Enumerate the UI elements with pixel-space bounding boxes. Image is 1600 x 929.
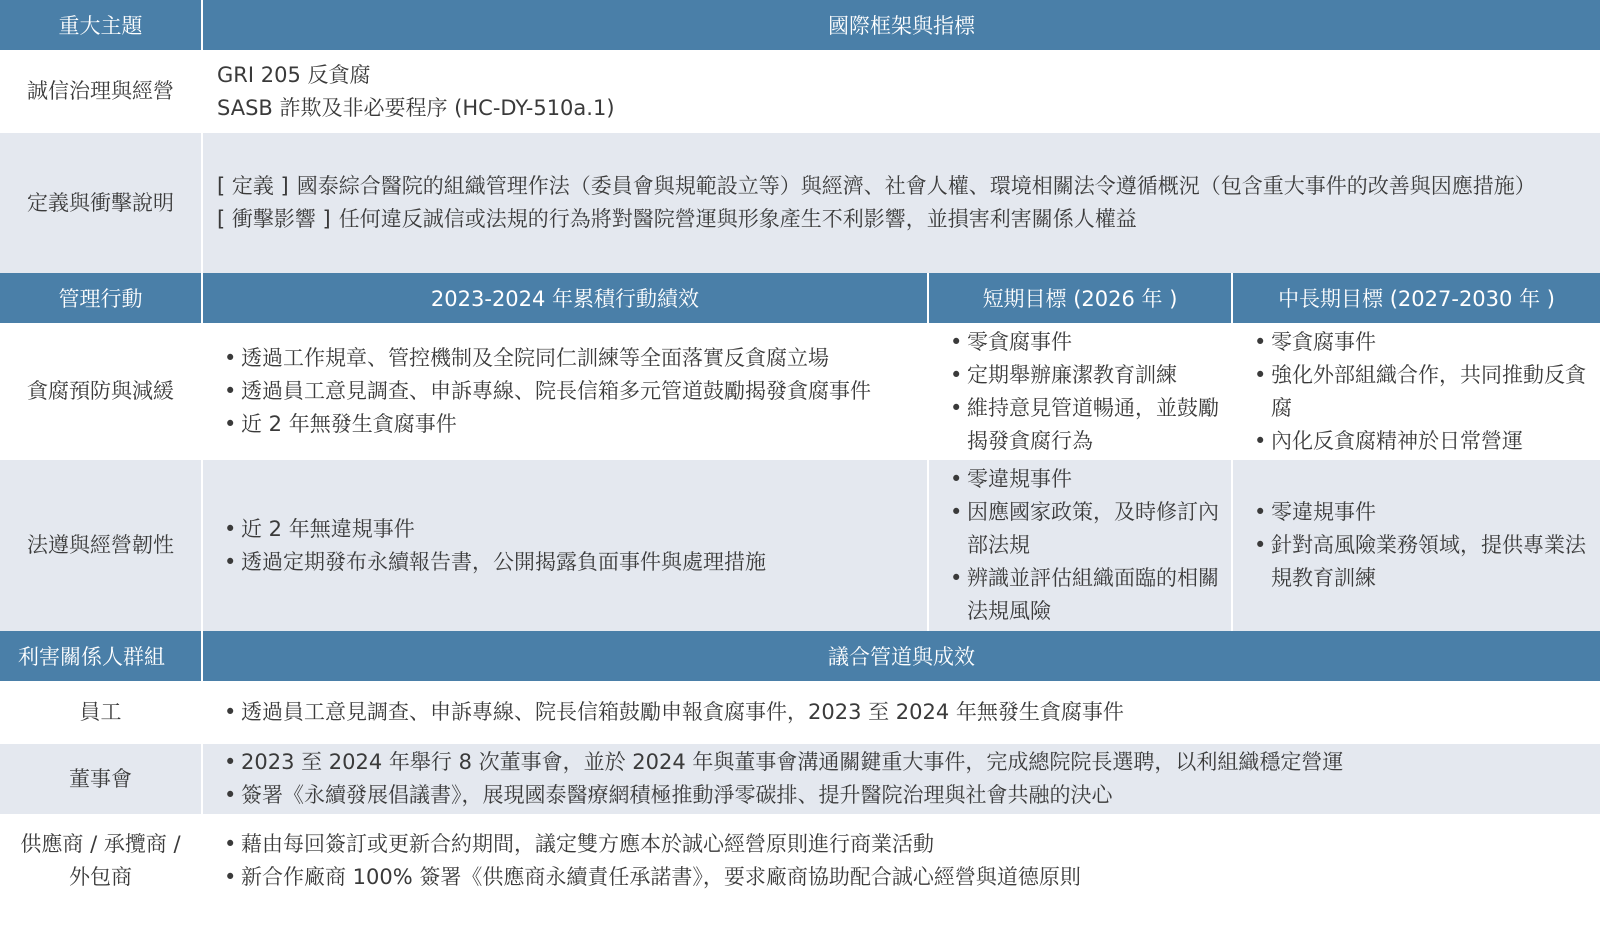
topic-row (0, 50, 1600, 133)
impact-tag: [ 衝擊影響 ] (217, 207, 331, 231)
list-item: • 內化反貪腐精神於日常營運 (1251, 425, 1590, 458)
definition-tag: [ 定義 ] (217, 174, 289, 198)
performance-cell (202, 323, 928, 460)
long-term-cell (1232, 460, 1600, 631)
list-item: • 維持意見管道暢通，並鼓勵揭發貪腐行為 (947, 392, 1221, 458)
header-engagement-channel: 議合管道與成效 (202, 631, 1600, 681)
list-item: • 2023 至 2024 年舉行 8 次董事會，並於 2024 年與董事會溝通關鍵重大事件，完成總院院長選聘，以利組織穩定營運 (221, 746, 1590, 779)
stakeholder-cell (202, 814, 1600, 907)
list-item: • 零貪腐事件 (947, 326, 1221, 359)
list-item: • 透過員工意見調查、申訴專線、院長信箱鼓勵申報貪腐事件，2023 至 2024 年無發生貪腐事件 (221, 696, 1590, 729)
definition-cell (202, 133, 1600, 273)
list-item: • 零違規事件 (1251, 496, 1590, 529)
list-item: • 透過員工意見調查、申訴專線、院長信箱多元管道鼓勵揭發貪腐事件 (221, 375, 917, 408)
header-row-stakeholders (0, 631, 1600, 681)
header-action: 管理行動 (0, 273, 202, 323)
list-item: • 強化外部組織合作，共同推動反貪腐 (1251, 359, 1590, 425)
list-item: • 簽署《永續發展倡議書》，展現國泰醫療網積極推動淨零碳排、提升醫院治理與社會共融的決心 (221, 779, 1590, 812)
action-row (0, 460, 1600, 631)
header-stakeholder-group: 利害關係人群組 (0, 631, 202, 681)
stakeholder-label: 供應商 / 承攬商 / 外包商 (0, 814, 202, 907)
framework-cell (202, 50, 1600, 133)
definition-text: 國泰綜合醫院的組織管理作法（委員會與規範設立等）與經濟、社會人權、環境相關法令遵循概況（包含重大事件的改善與因應措施） (296, 174, 1536, 198)
definition-row (0, 133, 1600, 273)
stakeholder-label: 員工 (0, 681, 202, 744)
impact-block (217, 203, 1588, 236)
long-term-cell (1232, 323, 1600, 460)
definition-label: 定義與衝擊說明 (0, 133, 202, 273)
action-row (0, 323, 1600, 460)
impact-text: 任何違反誠信或法規的行為將對醫院營運與形象產生不利影響，並損害利害關係人權益 (338, 207, 1137, 231)
header-long-term: 中長期目標 (2027-2030 年 ) (1232, 273, 1600, 323)
list-item: • 新合作廠商 100% 簽署《供應商永續責任承諾書》，要求廠商協助配合誠心經營與道德原則 (221, 861, 1590, 894)
list-item: • 近 2 年無發生貪腐事件 (221, 408, 917, 441)
stakeholder-row (0, 744, 1600, 814)
header-framework: 國際框架與指標 (202, 0, 1600, 50)
header-performance: 2023-2024 年累積行動績效 (202, 273, 928, 323)
performance-cell (202, 460, 928, 631)
framework-line: SASB 詐欺及非必要程序 (HC-DY-510a.1) (217, 95, 615, 120)
list-item: • 定期舉辦廉潔教育訓練 (947, 359, 1221, 392)
header-row-actions (0, 273, 1600, 323)
list-item: • 零貪腐事件 (1251, 326, 1590, 359)
stakeholder-row (0, 681, 1600, 744)
list-item: • 近 2 年無違規事件 (221, 513, 917, 546)
header-row-framework (0, 0, 1600, 50)
short-term-cell (928, 323, 1232, 460)
definition-block (217, 170, 1588, 203)
action-label: 貪腐預防與減緩 (0, 323, 202, 460)
stakeholder-label: 董事會 (0, 744, 202, 814)
stakeholder-cell (202, 744, 1600, 814)
list-item: • 透過工作規章、管控機制及全院同仁訓練等全面落實反貪腐立場 (221, 342, 917, 375)
list-item: • 藉由每回簽訂或更新合約期間，議定雙方應本於誠心經營原則進行商業活動 (221, 828, 1590, 861)
short-term-cell (928, 460, 1232, 631)
list-item: • 透過定期發布永續報告書，公開揭露負面事件與處理措施 (221, 546, 917, 579)
stakeholder-row (0, 814, 1600, 907)
list-item: • 辨識並評估組織面臨的相關法規風險 (947, 562, 1221, 628)
stakeholder-cell (202, 681, 1600, 744)
action-label: 法遵與經營韌性 (0, 460, 202, 631)
header-short-term: 短期目標 (2026 年 ) (928, 273, 1232, 323)
header-topic: 重大主題 (0, 0, 202, 50)
list-item: • 因應國家政策，及時修訂內部法規 (947, 496, 1221, 562)
list-item: • 針對高風險業務領域，提供專業法規教育訓練 (1251, 529, 1590, 595)
list-item: • 零違規事件 (947, 463, 1221, 496)
framework-line: GRI 205 反貪腐 (217, 62, 371, 87)
topic-label: 誠信治理與經營 (0, 50, 202, 133)
